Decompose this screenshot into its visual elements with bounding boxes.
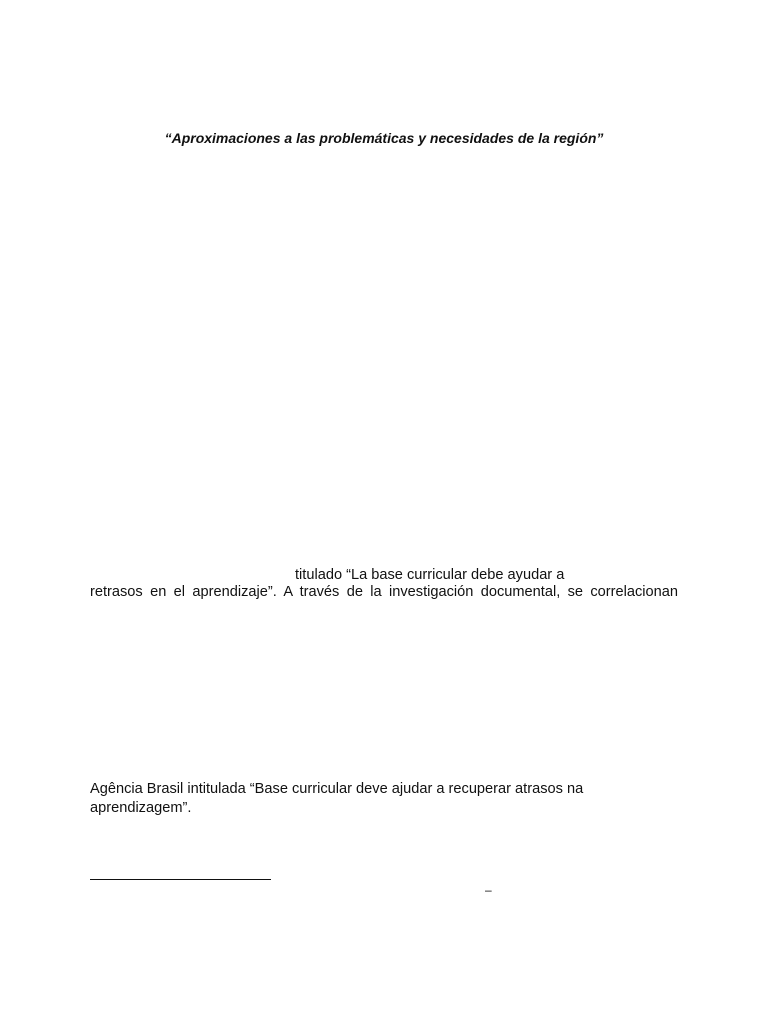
paragraph-2-line-2: aprendizagem”. <box>90 800 192 816</box>
document-title: “Aproximaciones a las problemáticas y necesidades de la región” <box>164 130 604 146</box>
paragraph-1-line-1: titulado “La base curricular debe ayudar a <box>295 567 565 583</box>
paragraph-2-line-1: Agência Brasil intitulada “Base curricular deve ajudar a recuperar atrasos na <box>90 781 584 797</box>
footnote-mark: – <box>485 883 492 897</box>
footnote-separator <box>90 879 271 880</box>
paragraph-1-line-2: retrasos en el aprendizaje”. A través de la investigación documental, se correlacionan <box>90 584 678 600</box>
